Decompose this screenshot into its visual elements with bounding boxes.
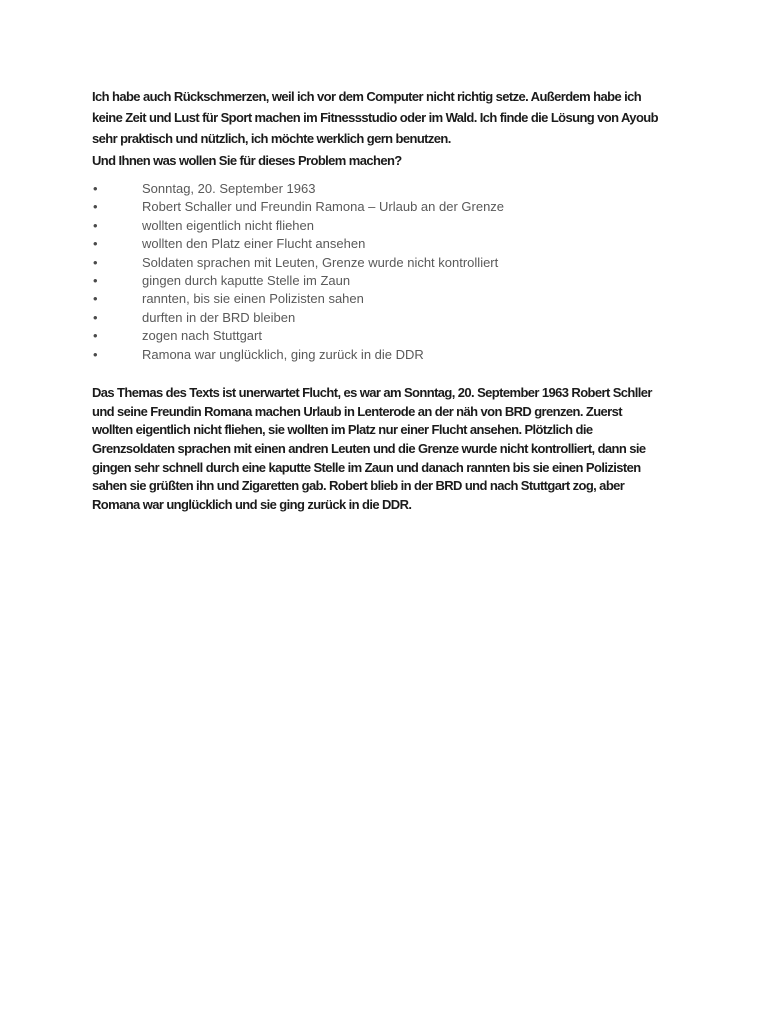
list-item — [92, 198, 692, 216]
paragraph-line: keine Zeit und Lust für Sport machen im Fitnessstudio oder im Wald. Ich finde die Lösung von Ayoub — [92, 110, 658, 125]
bullet-marker: • — [93, 217, 98, 233]
bullet-marker: • — [93, 272, 98, 288]
paragraph-line: Grenzsoldaten sprachen mit einen andren Leuten und die Grenze wurde nicht kontrolliert, dann sie — [92, 440, 646, 456]
list-item-text: Robert Schaller und Freundin Ramona – Urlaub an der Grenze — [142, 199, 505, 215]
paragraph-line: Romana war unglücklich und sie ging zurück in die DDR. — [92, 497, 412, 513]
list-item-text: wollten eigentlich nicht fliehen — [142, 217, 314, 233]
bullet-marker: • — [93, 328, 98, 344]
list-item-text: Ramona war unglücklich, ging zurück in die DDR — [142, 346, 424, 362]
bullet-marker: • — [93, 309, 98, 325]
paragraph-line: sahen sie grüßten ihn und Zigaretten gab. Robert blieb in der BRD und nach Stuttgart zog, aber — [92, 478, 625, 494]
list-item — [92, 235, 692, 253]
list-item-text: durften in der BRD bleiben — [142, 309, 296, 325]
paragraph-line: sehr praktisch und nützlich, ich möchte werklich gern benutzen. — [92, 131, 451, 146]
bullet-marker: • — [93, 181, 98, 196]
intro-paragraph — [92, 86, 692, 149]
list-item-text: rannten, bis sie einen Polizisten sahen — [142, 291, 364, 307]
paragraph-line: Ich habe auch Rückschmerzen, weil ich vor dem Computer nicht richtig setze. Außerdem habe ich — [92, 89, 642, 104]
list-item — [92, 180, 692, 198]
list-item-text: Soldaten sprachen mit Leuten, Grenze wurde nicht kontrolliert — [142, 254, 499, 270]
question-line: Und Ihnen was wollen Sie für dieses Problem machen? — [92, 153, 402, 168]
list-item — [92, 327, 692, 345]
bullet-marker: • — [93, 236, 98, 252]
bullet-marker: • — [93, 346, 98, 362]
list-item-text: zogen nach Stuttgart — [142, 328, 262, 344]
list-item-text: wollten den Platz einer Flucht ansehen — [142, 236, 366, 252]
list-item — [92, 217, 692, 235]
bullet-marker: • — [93, 291, 98, 307]
bullet-marker: • — [93, 199, 98, 215]
list-item-text: Sonntag, 20. September 1963 — [142, 181, 316, 196]
paragraph-line: Das Themas des Texts ist unerwartet Flucht, es war am Sonntag, 20. September 1963 Robert Schller — [92, 384, 652, 400]
bullet-marker: • — [93, 254, 98, 270]
document-content — [92, 86, 692, 515]
list-item — [92, 290, 692, 308]
list-item-text: gingen durch kaputte Stelle im Zaun — [142, 272, 351, 288]
paragraph-line: und seine Freundin Romana machen Urlaub in Lenterode an der näh von BRD grenzen. Zuerst — [92, 403, 622, 419]
paragraph-line: wollten eigentlich nicht fliehen, sie wollten im Platz nur einer Flucht ansehen. Plötzlich die — [92, 422, 593, 438]
paragraph-line: gingen sehr schnell durch eine kaputte Stelle im Zaun und danach rannten bis sie einen Polizisten — [92, 459, 641, 475]
list-item — [92, 309, 692, 327]
list-item — [92, 346, 692, 364]
list-item — [92, 272, 692, 290]
list-item — [92, 254, 692, 272]
summary-bullet-list — [92, 180, 692, 364]
summary-paragraph — [92, 384, 692, 515]
